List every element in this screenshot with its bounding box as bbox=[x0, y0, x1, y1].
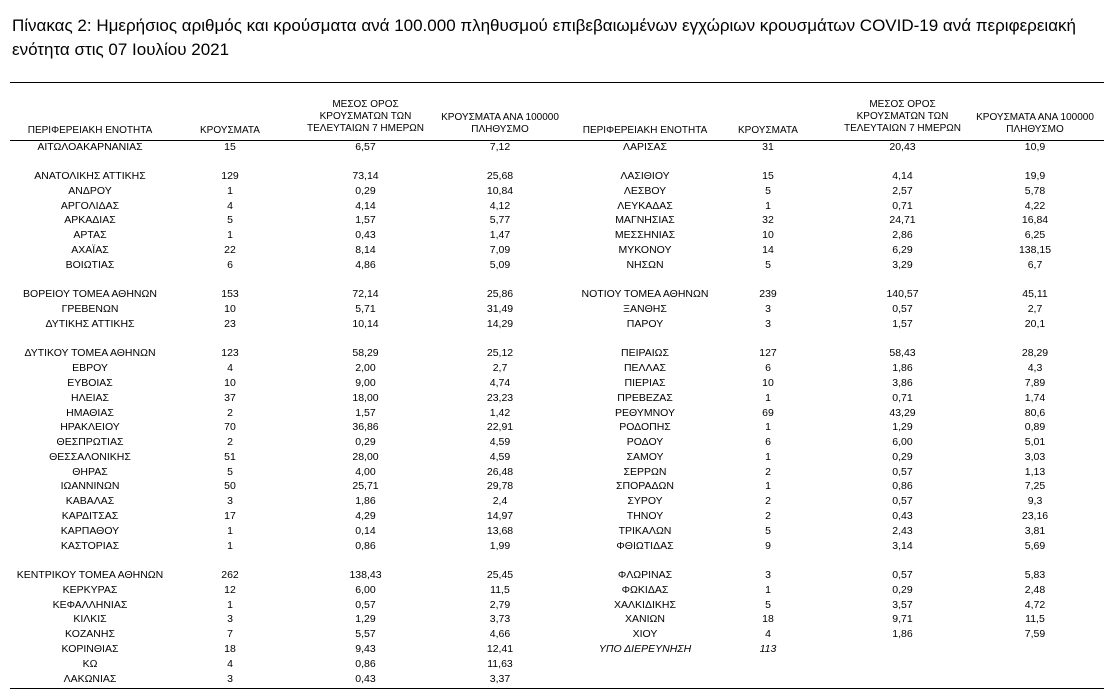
table-row bbox=[0, 479, 1108, 494]
cell-per100k: 5,01 bbox=[1024, 436, 1046, 449]
cell-per100k: 2,7 bbox=[1027, 303, 1043, 316]
cell-cases: 123 bbox=[221, 347, 239, 360]
cell-name: ΛΕΥΚΑΔΑΣ bbox=[617, 199, 673, 212]
cell-cases: 3 bbox=[765, 569, 771, 582]
cell-name: ΦΩΚΙΔΑΣ bbox=[621, 583, 669, 596]
header-per100k-right: ΚΡΟΥΣΜΑΤΑ ΑΝΑ 100000 ΠΛΗΘΥΣΜΟ bbox=[976, 112, 1094, 135]
cell-avg: 4,14 bbox=[355, 199, 376, 212]
cell-name: ΙΩΑΝΝΙΝΩΝ bbox=[60, 480, 120, 493]
cell-name: ΑΝΔΡΟΥ bbox=[68, 184, 112, 197]
cell-cases: 3 bbox=[227, 495, 233, 508]
cell-cases: 10 bbox=[224, 376, 236, 389]
table-row bbox=[0, 627, 1108, 642]
table-row bbox=[0, 598, 1108, 613]
table-row bbox=[0, 346, 1108, 361]
header-per100k-left: ΚΡΟΥΣΜΑΤΑ ΑΝΑ 100000 ΠΛΗΘΥΣΜΟ bbox=[441, 112, 559, 135]
cell-cases: 3 bbox=[765, 303, 771, 316]
cell-avg: 0,43 bbox=[355, 672, 376, 685]
cell-per100k: 12,41 bbox=[486, 643, 514, 656]
cell-per100k: 1,47 bbox=[489, 229, 511, 242]
cell-per100k: 4,59 bbox=[489, 436, 511, 449]
cell-avg: 24,71 bbox=[889, 214, 916, 227]
cell-name: ΚΑΣΤΟΡΙΑΣ bbox=[60, 539, 120, 552]
cell-per100k: 20,1 bbox=[1024, 317, 1046, 330]
cell-name: ΔΥΤΙΚΗΣ ΑΤΤΙΚΗΣ bbox=[45, 317, 135, 330]
cell-cases: 1 bbox=[227, 184, 233, 197]
cell-per100k: 4,12 bbox=[489, 199, 511, 212]
table-row bbox=[0, 169, 1108, 184]
cell-per100k: 5,78 bbox=[1024, 184, 1046, 197]
cell-name: ΑΡΓΟΛΙΔΑΣ bbox=[60, 199, 120, 212]
cell-per100k: 10,84 bbox=[486, 184, 514, 197]
cell-per100k: 31,49 bbox=[486, 303, 514, 316]
table-row bbox=[0, 420, 1108, 435]
cell-per100k: 5,77 bbox=[489, 214, 511, 227]
cell-cases: 262 bbox=[221, 569, 239, 582]
cell-avg: 9,00 bbox=[355, 376, 376, 389]
cell-cases: 37 bbox=[224, 391, 236, 404]
cell-name: ΚΩ bbox=[82, 657, 98, 670]
cell-cases: 1 bbox=[227, 539, 233, 552]
cell-avg: 36,86 bbox=[352, 421, 379, 434]
cell-name: ΠΡΕΒΕΖΑΣ bbox=[617, 391, 673, 404]
cell-avg: 6,29 bbox=[892, 243, 913, 256]
cell-per100k: 3,73 bbox=[489, 613, 511, 626]
cell-cases: 2 bbox=[765, 510, 771, 522]
cell-avg: 0,43 bbox=[892, 510, 913, 522]
cell-name: ΞΑΝΘΗΣ bbox=[623, 303, 667, 316]
cell-per100k: 10,9 bbox=[1024, 140, 1046, 153]
cell-per100k: 11,5 bbox=[490, 583, 510, 596]
table-row bbox=[0, 376, 1108, 391]
cell-cases: 1 bbox=[227, 229, 233, 242]
table-row bbox=[0, 406, 1108, 421]
table-bottom-rule bbox=[10, 688, 1104, 689]
cell-name: ΣΑΜΟΥ bbox=[626, 450, 664, 463]
cell-cases: 1 bbox=[227, 524, 233, 537]
cell-cases: 50 bbox=[224, 480, 236, 493]
cell-avg: 2,86 bbox=[892, 229, 913, 242]
cell-cases: 5 bbox=[765, 524, 771, 537]
cell-avg: 0,57 bbox=[892, 569, 913, 582]
cell-cases: 18 bbox=[224, 643, 236, 656]
cell-name: ΚΟΡΙΝΘΙΑΣ bbox=[61, 643, 119, 656]
cell-name: ΦΘΙΩΤΙΔΑΣ bbox=[616, 539, 674, 552]
cell-avg: 0,29 bbox=[355, 436, 376, 449]
cell-name: ΣΠΟΡΑΔΩΝ bbox=[616, 480, 674, 493]
header-avg-left: ΜΕΣΟΣ ΟΡΟΣ ΚΡΟΥΣΜΑΤΩΝ ΤΩΝ ΤΕΛΕΥΤΑΙΩΝ 7 ΗΜΕΡΩΝ bbox=[306, 99, 425, 134]
cell-avg: 4,14 bbox=[892, 170, 913, 183]
cell-cases: 5 bbox=[765, 598, 771, 611]
cell-cases: 14 bbox=[762, 243, 774, 256]
cell-per100k: 7,09 bbox=[489, 243, 511, 256]
cell-cases: 1 bbox=[765, 583, 771, 596]
cell-cases: 5 bbox=[765, 258, 771, 271]
cell-avg: 6,00 bbox=[892, 436, 913, 449]
cell-avg: 9,71 bbox=[892, 613, 913, 626]
cell-cases: 69 bbox=[762, 406, 774, 419]
cell-avg: 43,29 bbox=[889, 406, 916, 419]
cell-name: ΡΟΔΟΥ bbox=[626, 436, 664, 449]
cell-cases: 5 bbox=[227, 214, 233, 227]
cell-avg: 0,57 bbox=[892, 465, 913, 478]
cell-name: ΜΑΓΝΗΣΙΑΣ bbox=[615, 214, 675, 227]
cell-per100k: 4,66 bbox=[489, 628, 511, 641]
cell-name: ΠΕΙΡΑΙΩΣ bbox=[621, 347, 669, 360]
cell-cases: 15 bbox=[762, 170, 774, 183]
cell-name: ΚΑΡΠΑΘΟΥ bbox=[60, 524, 120, 537]
cell-cases: 127 bbox=[759, 347, 777, 360]
table-row bbox=[0, 494, 1108, 509]
table-row bbox=[0, 465, 1108, 480]
cell-avg: 73,14 bbox=[352, 170, 379, 183]
cell-per100k: 2,79 bbox=[489, 598, 511, 611]
cell-name: ΚΑΡΔΙΤΣΑΣ bbox=[61, 510, 119, 522]
cell-name: ΛΑΡΙΣΑΣ bbox=[623, 140, 667, 153]
cell-per100k: 4,74 bbox=[489, 376, 511, 389]
cell-per100k: 3,37 bbox=[489, 672, 511, 685]
cell-cases: 1 bbox=[765, 421, 771, 434]
cell-name: ΥΠΟ ΔΙΕΡΕΥΝΗΣΗ bbox=[598, 643, 692, 656]
cell-per100k: 5,83 bbox=[1024, 569, 1046, 582]
table-row bbox=[0, 302, 1108, 317]
table-row bbox=[0, 243, 1108, 258]
table-row bbox=[0, 258, 1108, 273]
cell-cases: 4 bbox=[227, 657, 233, 670]
cell-cases: 23 bbox=[224, 317, 236, 330]
cell-cases: 18 bbox=[762, 613, 774, 626]
cell-name: ΕΥΒΟΙΑΣ bbox=[67, 376, 113, 389]
cell-per100k: 14,97 bbox=[486, 510, 514, 522]
cell-avg: 0,57 bbox=[892, 303, 913, 316]
cell-avg: 0,86 bbox=[355, 657, 376, 670]
cell-per100k: 11,63 bbox=[487, 657, 513, 670]
cell-cases: 5 bbox=[227, 465, 233, 478]
cell-per100k: 19,9 bbox=[1024, 170, 1046, 183]
cell-name: ΝΟΤΙΟΥ ΤΟΜΕΑ ΑΘΗΝΩΝ bbox=[581, 288, 709, 301]
cell-cases: 7 bbox=[227, 628, 233, 641]
cell-name: ΛΕΣΒΟΥ bbox=[623, 184, 667, 197]
table-row bbox=[0, 672, 1108, 687]
cell-avg: 72,14 bbox=[352, 288, 379, 301]
cell-cases: 5 bbox=[765, 184, 771, 197]
cell-avg: 6,57 bbox=[355, 140, 376, 153]
cell-name: ΘΕΣΠΡΩΤΙΑΣ bbox=[56, 436, 124, 449]
cell-name: ΤΡΙΚΑΛΩΝ bbox=[618, 524, 672, 537]
cell-name: ΕΒΡΟΥ bbox=[72, 362, 108, 375]
cell-per100k: 3,03 bbox=[1024, 450, 1046, 463]
cell-per100k: 4,22 bbox=[1024, 199, 1046, 212]
cell-per100k: 4,59 bbox=[489, 450, 511, 463]
cell-avg: 58,29 bbox=[352, 347, 379, 360]
cell-per100k: 6,7 bbox=[1027, 258, 1043, 271]
cell-avg: 0,29 bbox=[892, 583, 913, 596]
cell-name: ΚΕΡΚΥΡΑΣ bbox=[62, 583, 118, 596]
cell-cases: 3 bbox=[227, 672, 233, 685]
cell-avg: 25,71 bbox=[352, 480, 379, 493]
cell-cases: 15 bbox=[224, 140, 236, 153]
cell-name: ΚΟΖΑΝΗΣ bbox=[65, 628, 115, 641]
cell-per100k: 3,81 bbox=[1024, 524, 1046, 537]
cell-name: ΒΟΙΩΤΙΑΣ bbox=[65, 258, 115, 271]
cell-cases: 10 bbox=[762, 376, 774, 389]
cell-avg: 4,29 bbox=[355, 510, 376, 522]
cell-name: ΑΧΑΪΑΣ bbox=[71, 243, 109, 256]
cell-name: ΧΑΝΙΩΝ bbox=[625, 613, 665, 626]
cell-name: ΑΡΚΑΔΙΑΣ bbox=[64, 214, 116, 227]
cell-per100k: 1,99 bbox=[489, 539, 511, 552]
table-row bbox=[0, 287, 1108, 302]
cell-per100k: 45,11 bbox=[1022, 288, 1048, 301]
cell-cases: 2 bbox=[765, 465, 771, 478]
cell-per100k: 2,7 bbox=[492, 362, 508, 375]
cell-name: ΤΗΝΟΥ bbox=[626, 510, 664, 522]
cell-avg: 0,57 bbox=[355, 598, 376, 611]
cell-cases: 1 bbox=[765, 199, 771, 212]
cell-avg: 4,86 bbox=[355, 258, 376, 271]
cell-per100k: 2,48 bbox=[1024, 583, 1046, 596]
cell-per100k: 22,91 bbox=[486, 421, 514, 434]
table-row bbox=[0, 583, 1108, 598]
table-row bbox=[0, 524, 1108, 539]
cell-avg: 10,14 bbox=[352, 317, 379, 330]
cell-avg: 8,14 bbox=[355, 243, 376, 256]
cell-cases: 4 bbox=[765, 628, 771, 641]
cell-avg: 3,29 bbox=[892, 258, 913, 271]
cell-name: ΣΕΡΡΩΝ bbox=[623, 465, 667, 478]
cell-name: ΡΟΔΟΠΗΣ bbox=[619, 421, 671, 434]
cell-name: ΚΕΦΑΛΛΗΝΙΑΣ bbox=[52, 598, 128, 611]
cell-per100k: 13,68 bbox=[486, 524, 514, 537]
cell-avg: 0,71 bbox=[892, 391, 913, 404]
cell-cases: 10 bbox=[762, 229, 774, 242]
table-row bbox=[0, 361, 1108, 376]
cell-avg: 58,43 bbox=[889, 347, 916, 360]
table-row bbox=[0, 228, 1108, 243]
cell-name: ΗΜΑΘΙΑΣ bbox=[66, 406, 114, 419]
cell-per100k: 1,13 bbox=[1024, 465, 1046, 478]
cell-per100k: 25,12 bbox=[486, 347, 514, 360]
cell-avg: 1,29 bbox=[355, 613, 376, 626]
cell-cases: 31 bbox=[762, 140, 774, 153]
cell-per100k: 23,16 bbox=[1021, 510, 1049, 522]
cell-avg: 1,57 bbox=[355, 406, 376, 419]
cell-per100k: 7,59 bbox=[1024, 628, 1046, 641]
cell-cases: 4 bbox=[227, 199, 233, 212]
cell-cases: 17 bbox=[224, 510, 236, 522]
cell-per100k: 26,48 bbox=[486, 465, 514, 478]
table-row bbox=[0, 539, 1108, 554]
cell-avg: 3,86 bbox=[892, 376, 913, 389]
cell-cases: 1 bbox=[765, 480, 771, 493]
cell-per100k: 0,89 bbox=[1024, 421, 1046, 434]
cell-avg: 2,43 bbox=[892, 524, 913, 537]
cell-avg: 5,57 bbox=[355, 628, 376, 641]
cell-avg: 1,57 bbox=[355, 214, 376, 227]
cell-avg: 0,29 bbox=[355, 184, 376, 197]
cell-per100k: 14,29 bbox=[486, 317, 514, 330]
cell-name: ΗΛΕΙΑΣ bbox=[70, 391, 109, 404]
cell-avg: 6,00 bbox=[355, 583, 376, 596]
cell-name: ΛΑΚΩΝΙΑΣ bbox=[63, 672, 117, 685]
cell-cases: 6 bbox=[227, 258, 233, 271]
cell-avg: 1,86 bbox=[355, 495, 376, 508]
table-row bbox=[0, 612, 1108, 627]
cell-cases: 2 bbox=[227, 406, 233, 419]
cell-name: ΦΛΩΡΙΝΑΣ bbox=[617, 569, 673, 582]
table-row bbox=[0, 435, 1108, 450]
cell-cases: 3 bbox=[227, 613, 233, 626]
cell-cases: 4 bbox=[227, 362, 233, 375]
cell-name: ΠΙΕΡΙΑΣ bbox=[624, 376, 666, 389]
cell-name: ΚΕΝΤΡΙΚΟΥ ΤΟΜΕΑ ΑΘΗΝΩΝ bbox=[16, 569, 164, 582]
cell-name: ΓΡΕΒΕΝΩΝ bbox=[61, 303, 119, 316]
table-top-rule bbox=[10, 82, 1104, 83]
cell-avg: 0,57 bbox=[892, 495, 913, 508]
cell-cases: 1 bbox=[227, 598, 233, 611]
cell-per100k: 25,86 bbox=[486, 288, 514, 301]
cell-avg: 0,43 bbox=[355, 229, 376, 242]
cell-avg: 28,00 bbox=[352, 450, 379, 463]
table-row bbox=[0, 642, 1108, 657]
cell-per100k: 2,4 bbox=[492, 495, 508, 508]
cell-per100k: 80,6 bbox=[1024, 406, 1046, 419]
cell-cases: 113 bbox=[759, 643, 777, 656]
cell-avg: 2,57 bbox=[892, 184, 913, 197]
cell-name: ΔΥΤΙΚΟΥ ΤΟΜΕΑ ΑΘΗΝΩΝ bbox=[24, 347, 156, 360]
cell-per100k: 138,15 bbox=[1018, 243, 1052, 256]
cell-cases: 2 bbox=[227, 436, 233, 449]
cell-cases: 6 bbox=[765, 362, 771, 375]
cell-per100k: 16,84 bbox=[1021, 214, 1049, 227]
cell-name: ΝΗΣΩΝ bbox=[626, 258, 664, 271]
cell-name: ΜΕΣΣΗΝΙΑΣ bbox=[614, 229, 676, 242]
cell-cases: 153 bbox=[221, 288, 239, 301]
table-row bbox=[0, 317, 1108, 332]
cell-name: ΒΟΡΕΙΟΥ ΤΟΜΕΑ ΑΘΗΝΩΝ bbox=[23, 288, 157, 301]
table-row bbox=[0, 509, 1108, 524]
table-row bbox=[0, 213, 1108, 228]
cell-cases: 2 bbox=[765, 495, 771, 508]
cell-per100k: 1,74 bbox=[1024, 391, 1046, 404]
header-unit-right: ΠΕΡΙΦΕΡΕΙΑΚΗ ΕΝΟΤΗΤΑ bbox=[582, 125, 708, 136]
cell-cases: 3 bbox=[765, 317, 771, 330]
cell-per100k: 7,89 bbox=[1024, 376, 1046, 389]
cell-per100k: 4,72 bbox=[1024, 598, 1046, 611]
page-title: Πίνακας 2: Ημερήσιος αριθμός και κρούσματα ανά 100.000 πληθυσμού επιβεβαιωμένων εγχώριων κρουσμάτων COVID-19 ανά περιφερειακή ενότητα στις 07 Ιουλίου 2021 bbox=[12, 16, 1076, 59]
cell-per100k: 6,25 bbox=[1024, 229, 1046, 242]
cell-avg: 18,00 bbox=[352, 391, 379, 404]
cell-cases: 10 bbox=[224, 303, 236, 316]
header-avg-right: ΜΕΣΟΣ ΟΡΟΣ ΚΡΟΥΣΜΑΤΩΝ ΤΩΝ ΤΕΛΕΥΤΑΙΩΝ 7 ΗΜΕΡΩΝ bbox=[843, 99, 962, 134]
cell-avg: 1,86 bbox=[892, 628, 913, 641]
cell-per100k: 4,3 bbox=[1027, 362, 1043, 375]
table-row bbox=[0, 184, 1108, 199]
header-cases-right: ΚΡΟΥΣΜΑΤΑ bbox=[738, 125, 798, 136]
table-row bbox=[0, 657, 1108, 672]
cell-name: ΑΝΑΤΟΛΙΚΗΣ ΑΤΤΙΚΗΣ bbox=[34, 170, 146, 183]
cell-avg: 0,86 bbox=[355, 539, 376, 552]
cell-per100k: 9,3 bbox=[1027, 495, 1043, 508]
table-row bbox=[0, 450, 1108, 465]
cell-name: ΧΑΛΚΙΔΙΚΗΣ bbox=[614, 598, 676, 611]
cell-avg: 20,43 bbox=[889, 140, 916, 153]
table-row bbox=[0, 140, 1108, 155]
cell-name: ΚΙΛΚΙΣ bbox=[73, 613, 107, 626]
cell-avg: 3,57 bbox=[892, 598, 913, 611]
cell-per100k: 5,69 bbox=[1024, 539, 1046, 552]
cell-name: ΠΑΡΟΥ bbox=[626, 317, 664, 330]
cell-avg: 0,71 bbox=[892, 199, 913, 212]
cell-name: ΜΥΚΟΝΟΥ bbox=[618, 243, 672, 256]
cell-name: ΚΑΒΑΛΑΣ bbox=[65, 495, 115, 508]
header-cases-left: ΚΡΟΥΣΜΑΤΑ bbox=[200, 125, 260, 136]
cell-avg: 5,71 bbox=[355, 303, 376, 316]
cell-avg: 138,43 bbox=[349, 569, 382, 582]
cell-per100k: 25,68 bbox=[486, 170, 514, 183]
cell-avg: 0,14 bbox=[355, 524, 376, 537]
cell-avg: 2,00 bbox=[355, 362, 376, 375]
cell-avg: 3,14 bbox=[892, 539, 913, 552]
cell-avg: 1,57 bbox=[892, 317, 913, 330]
cell-per100k: 7,12 bbox=[489, 140, 511, 153]
cell-per100k: 25,45 bbox=[486, 569, 514, 582]
cell-cases: 9 bbox=[765, 539, 771, 552]
header-unit-left: ΠΕΡΙΦΕΡΕΙΑΚΗ ΕΝΟΤΗΤΑ bbox=[27, 125, 153, 136]
cell-name: ΣΥΡΟΥ bbox=[627, 495, 663, 508]
cell-per100k: 28,29 bbox=[1021, 347, 1049, 360]
cell-per100k: 11,5 bbox=[1025, 613, 1045, 626]
cell-name: ΘΕΣΣΑΛΟΝΙΚΗΣ bbox=[49, 450, 131, 463]
cell-per100k: 23,23 bbox=[486, 391, 514, 404]
cell-avg: 1,86 bbox=[892, 362, 913, 375]
cell-per100k: 5,09 bbox=[489, 258, 511, 271]
cell-name: ΘΗΡΑΣ bbox=[72, 465, 108, 478]
cell-name: ΑΡΤΑΣ bbox=[73, 229, 107, 242]
cell-avg: 140,57 bbox=[886, 288, 919, 301]
cell-avg: 9,43 bbox=[355, 643, 376, 656]
cell-avg: 0,29 bbox=[892, 450, 913, 463]
cell-name: ΗΡΑΚΛΕΙΟΥ bbox=[60, 421, 120, 434]
cell-cases: 32 bbox=[762, 214, 774, 227]
cell-name: ΡΕΘΥΜΝΟΥ bbox=[614, 406, 675, 419]
cell-per100k: 1,42 bbox=[489, 406, 511, 419]
cell-cases: 129 bbox=[221, 170, 239, 183]
cell-name: ΑΙΤΩΛΟΑΚΑΡΝΑΝΙΑΣ bbox=[37, 140, 143, 153]
cell-avg: 4,00 bbox=[355, 465, 376, 478]
cell-cases: 51 bbox=[224, 450, 236, 463]
table-row bbox=[0, 568, 1108, 583]
cell-cases: 6 bbox=[765, 436, 771, 449]
cell-avg: 1,29 bbox=[892, 421, 913, 434]
cell-name: ΛΑΣΙΘΙΟΥ bbox=[620, 170, 670, 183]
cell-cases: 1 bbox=[765, 391, 771, 404]
cell-cases: 22 bbox=[224, 243, 236, 256]
table-row bbox=[0, 391, 1108, 406]
cell-cases: 70 bbox=[224, 421, 236, 434]
cell-per100k: 29,78 bbox=[486, 480, 514, 493]
cell-cases: 239 bbox=[759, 288, 777, 301]
cell-name: ΧΙΟΥ bbox=[632, 628, 658, 641]
table-row bbox=[0, 199, 1108, 214]
cell-cases: 12 bbox=[224, 583, 236, 596]
cell-per100k: 7,25 bbox=[1024, 480, 1046, 493]
cell-avg: 0,86 bbox=[892, 480, 913, 493]
cell-name: ΠΕΛΛΑΣ bbox=[623, 362, 667, 375]
cell-cases: 1 bbox=[765, 450, 771, 463]
